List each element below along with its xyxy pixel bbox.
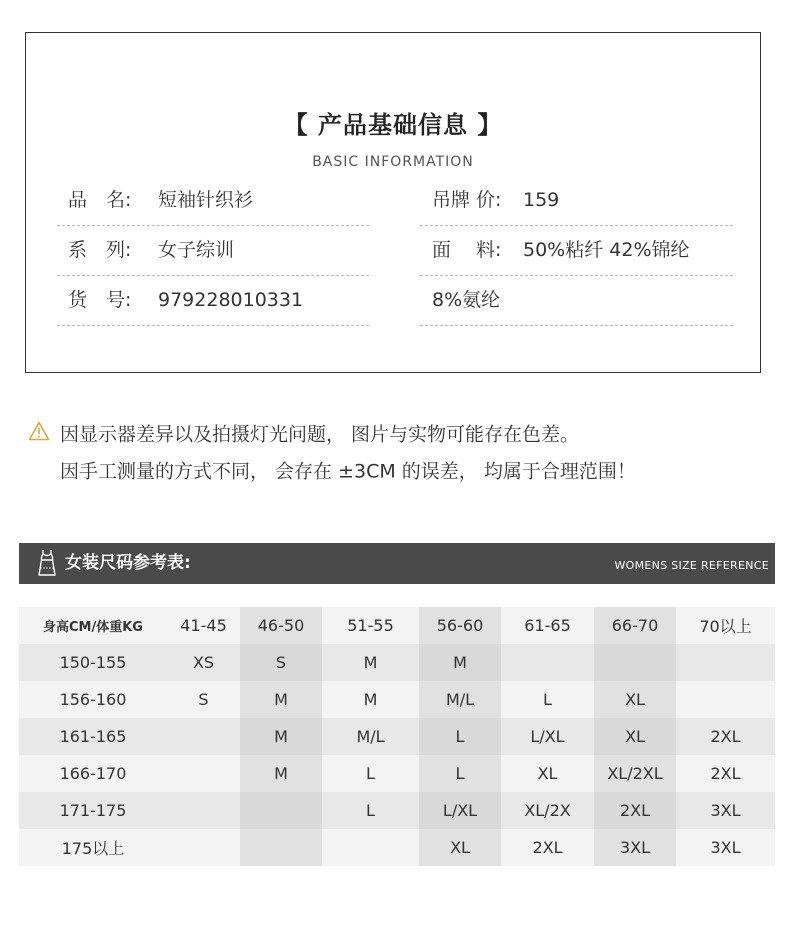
warning-triangle-icon (28, 419, 60, 451)
table-cell (676, 644, 775, 681)
table-cell: 161-165 (19, 718, 167, 755)
dress-icon (36, 549, 58, 581)
notice (28, 418, 636, 492)
table-header-cell: 56-60 (419, 607, 501, 644)
info-value: 女子综训 (158, 239, 235, 261)
notice-line-1 (28, 418, 636, 455)
size-table (19, 607, 775, 866)
table-cell (240, 792, 322, 829)
info-subtitle: BASIC INFORMATION (312, 154, 474, 170)
table-header-cell: 61-65 (501, 607, 594, 644)
table-cell: L (501, 681, 594, 718)
info-row-fabric-cont (420, 276, 733, 326)
table-cell: L (322, 755, 419, 792)
table-cell: 2XL (676, 755, 775, 792)
table-cell: 175以上 (19, 829, 167, 866)
table-cell: 171-175 (19, 792, 167, 829)
info-value: 979228010331 (158, 289, 304, 311)
table-cell: S (167, 681, 240, 718)
info-label: 吊牌 价: (432, 189, 502, 211)
table-cell: XL (594, 681, 676, 718)
table-header-cell: 51-55 (322, 607, 419, 644)
table-cell: 3XL (676, 829, 775, 866)
size-chart-title: 女装尺码参考表: (65, 553, 191, 573)
info-row-name (57, 176, 369, 226)
table-row (19, 755, 775, 792)
notice-text-1: 因显示器差异以及拍摄灯光问题， 图片与实物可能存在色差。 (60, 423, 580, 446)
table-row (19, 829, 775, 866)
table-cell: 3XL (594, 829, 676, 866)
table-cell: M/L (419, 681, 501, 718)
table-cell (167, 755, 240, 792)
table-row (19, 681, 775, 718)
table-cell: M (419, 644, 501, 681)
table-cell: L/XL (501, 718, 594, 755)
table-header-cell: 70以上 (676, 607, 775, 644)
table-cell: 2XL (676, 718, 775, 755)
size-chart-subtitle: WOMENS SIZE REFERENCE (614, 559, 769, 572)
table-header-row (19, 607, 775, 644)
table-header-cell: 身高CM/体重KG (19, 607, 167, 644)
info-row-sku (57, 276, 369, 326)
table-cell: L (419, 755, 501, 792)
table-cell: L (419, 718, 501, 755)
table-row (19, 718, 775, 755)
table-cell: 2XL (594, 792, 676, 829)
table-cell: M (240, 718, 322, 755)
table-header-cell: 46-50 (240, 607, 322, 644)
table-cell: L/XL (419, 792, 501, 829)
info-label: 品 名: (68, 189, 132, 211)
table-cell: XL/2X (501, 792, 594, 829)
info-value: 短袖针织衫 (158, 189, 254, 211)
table-cell: L (322, 792, 419, 829)
table-cell: XL (501, 755, 594, 792)
info-row-fabric (420, 226, 733, 276)
table-cell (594, 644, 676, 681)
notice-line-2 (28, 455, 636, 492)
size-chart-header (19, 543, 775, 584)
info-row-series (57, 226, 369, 276)
table-header-cell: 66-70 (594, 607, 676, 644)
table-cell (240, 829, 322, 866)
table-row (19, 644, 775, 681)
table-cell: XS (167, 644, 240, 681)
info-value: 8%氨纶 (432, 289, 501, 311)
table-cell: M/L (322, 718, 419, 755)
table-row (19, 792, 775, 829)
notice-text-2: 因手工测量的方式不同， 会存在 ±3CM 的误差， 均属于合理范围！ (60, 460, 636, 483)
table-cell (676, 681, 775, 718)
table-cell (322, 829, 419, 866)
table-header-cell: 41-45 (167, 607, 240, 644)
table-cell: S (240, 644, 322, 681)
info-value: 50%粘纤 42%锦纶 (523, 239, 690, 261)
info-label: 面 料: (432, 239, 502, 261)
table-cell: M (322, 644, 419, 681)
table-cell: XL/2XL (594, 755, 676, 792)
table-cell (167, 829, 240, 866)
table-cell: 156-160 (19, 681, 167, 718)
table-cell: 150-155 (19, 644, 167, 681)
info-value: 159 (523, 189, 560, 211)
info-label: 系 列: (68, 239, 132, 261)
table-cell: XL (419, 829, 501, 866)
table-cell (167, 718, 240, 755)
table-cell: 3XL (676, 792, 775, 829)
table-cell: M (322, 681, 419, 718)
table-cell: XL (594, 718, 676, 755)
table-cell: M (240, 681, 322, 718)
info-label: 货 号: (68, 289, 132, 311)
table-cell: 2XL (501, 829, 594, 866)
info-title: 【 产品基础信息 】 (283, 111, 503, 139)
table-cell: M (240, 755, 322, 792)
table-cell (501, 644, 594, 681)
table-cell (167, 792, 240, 829)
table-cell: 166-170 (19, 755, 167, 792)
info-row-price (420, 176, 733, 226)
